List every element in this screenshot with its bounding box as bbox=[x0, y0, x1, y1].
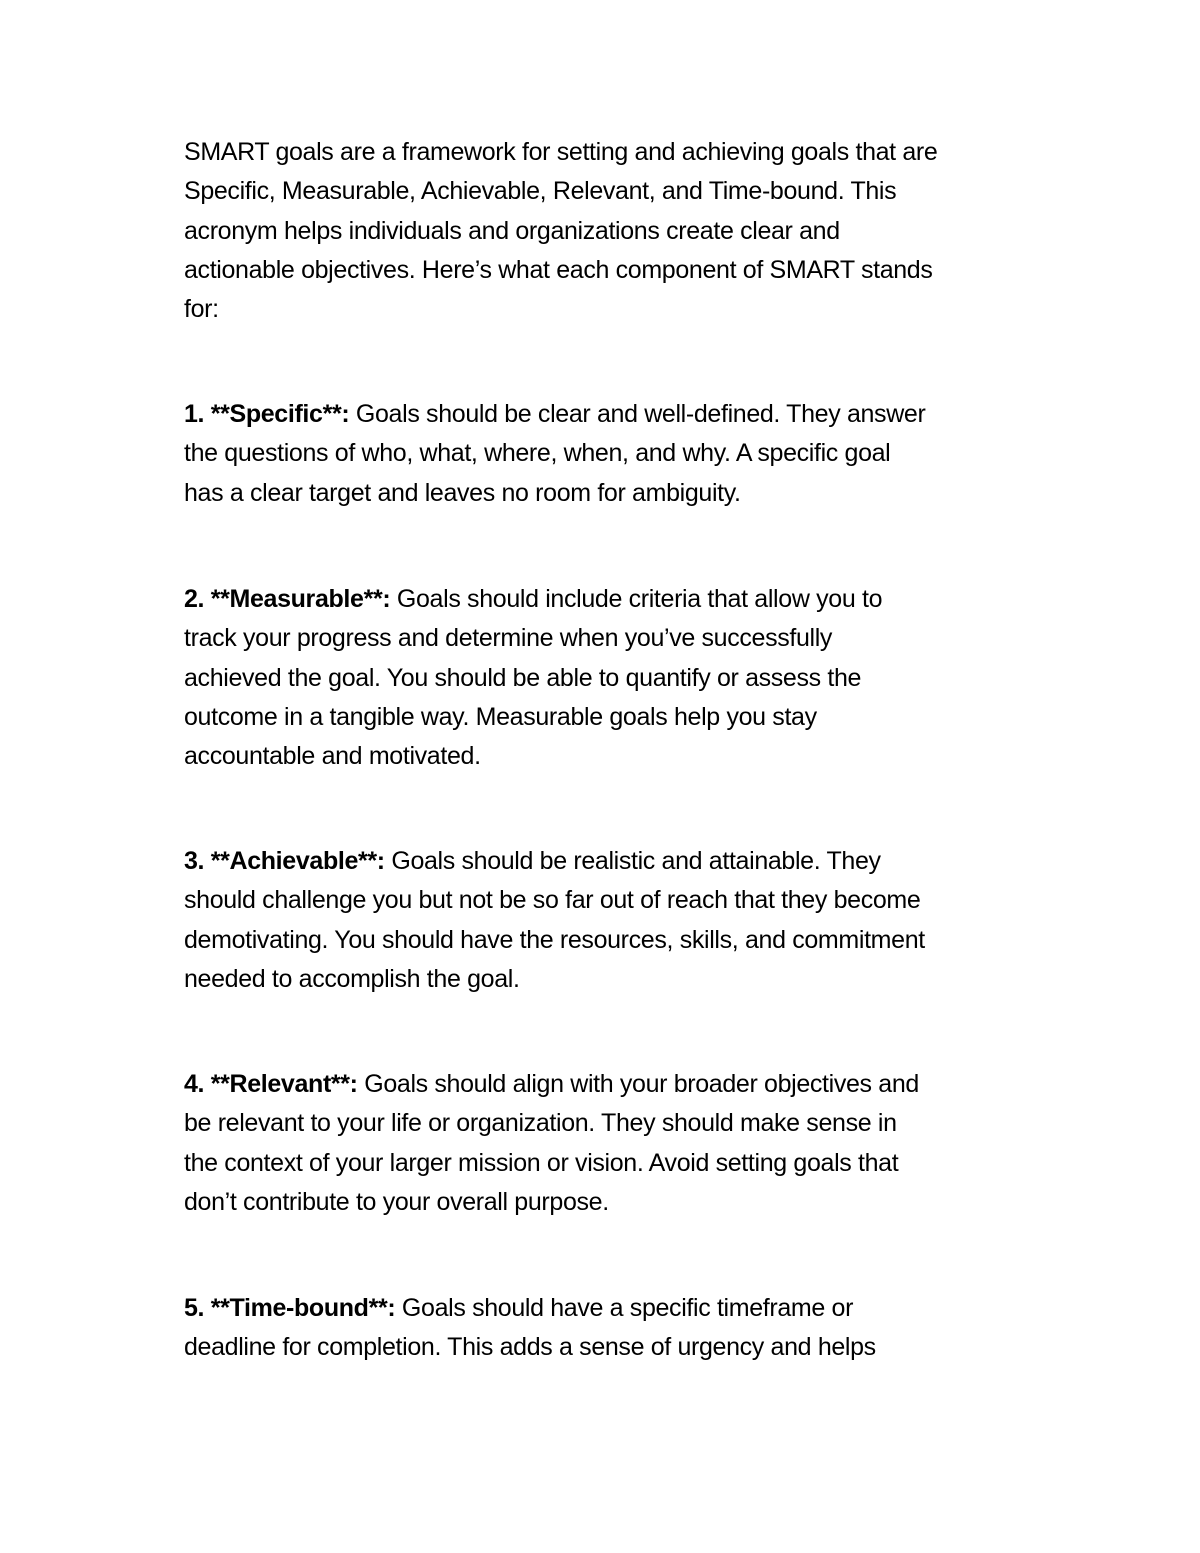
list-item-text: track your progress and determine when you’ve successfully bbox=[184, 624, 833, 653]
list-item-text: Goals should align with your broader objectives and bbox=[357, 1070, 919, 1098]
list-item-label: 1. **Specific**: bbox=[184, 400, 350, 428]
list-item-label: 4. **Relevant**: bbox=[184, 1070, 358, 1098]
list-item-label: 5. **Time-bound**: bbox=[184, 1294, 396, 1322]
list-item-text: the questions of who, what, where, when, and why. A specific goal bbox=[184, 439, 891, 468]
list-item-relevant bbox=[184, 1065, 1044, 1222]
list-item-text: be relevant to your life or organization. They should make sense in bbox=[184, 1109, 897, 1138]
list-item-text: needed to accomplish the goal. bbox=[184, 964, 520, 993]
intro-paragraph bbox=[184, 133, 1044, 329]
list-item-specific bbox=[184, 395, 1044, 513]
list-item-text: outcome in a tangible way. Measurable goals help you stay bbox=[184, 702, 817, 731]
intro-line: acronym helps individuals and organizations create clear and bbox=[184, 216, 840, 245]
list-item-text: Goals should include criteria that allow you to bbox=[390, 585, 883, 613]
list-item-text: achieved the goal. You should be able to quantify or assess the bbox=[184, 663, 862, 692]
intro-line: SMART goals are a framework for setting and achieving goals that are bbox=[184, 138, 938, 166]
list-item-text: demotivating. You should have the resources, skills, and commitment bbox=[184, 925, 925, 954]
intro-line: actionable objectives. Here’s what each component of SMART stands bbox=[184, 255, 933, 284]
list-item-achievable bbox=[184, 842, 1044, 999]
list-item-measurable bbox=[184, 580, 1044, 776]
intro-line: for: bbox=[184, 295, 219, 324]
list-item-text: Goals should have a specific timeframe or bbox=[395, 1294, 854, 1322]
list-item-text: deadline for completion. This adds a sense of urgency and helps bbox=[184, 1333, 876, 1362]
list-item-text: Goals should be realistic and attainable. They bbox=[384, 847, 881, 875]
list-item-label: 2. **Measurable**: bbox=[184, 585, 391, 613]
list-item-text: has a clear target and leaves no room for ambiguity. bbox=[184, 478, 741, 507]
list-item-text: Goals should be clear and well-defined. They answer bbox=[349, 400, 926, 428]
list-item-text: accountable and motivated. bbox=[184, 742, 481, 771]
list-item-time-bound bbox=[184, 1289, 1044, 1368]
list-item-text: should challenge you but not be so far out of reach that they become bbox=[184, 886, 921, 915]
list-item-text: don’t contribute to your overall purpose. bbox=[184, 1187, 609, 1216]
list-item-label: 3. **Achievable**: bbox=[184, 847, 385, 875]
intro-line: Specific, Measurable, Achievable, Relevant, and Time-bound. This bbox=[184, 177, 897, 206]
list-item-text: the context of your larger mission or vision. Avoid setting goals that bbox=[184, 1148, 899, 1177]
